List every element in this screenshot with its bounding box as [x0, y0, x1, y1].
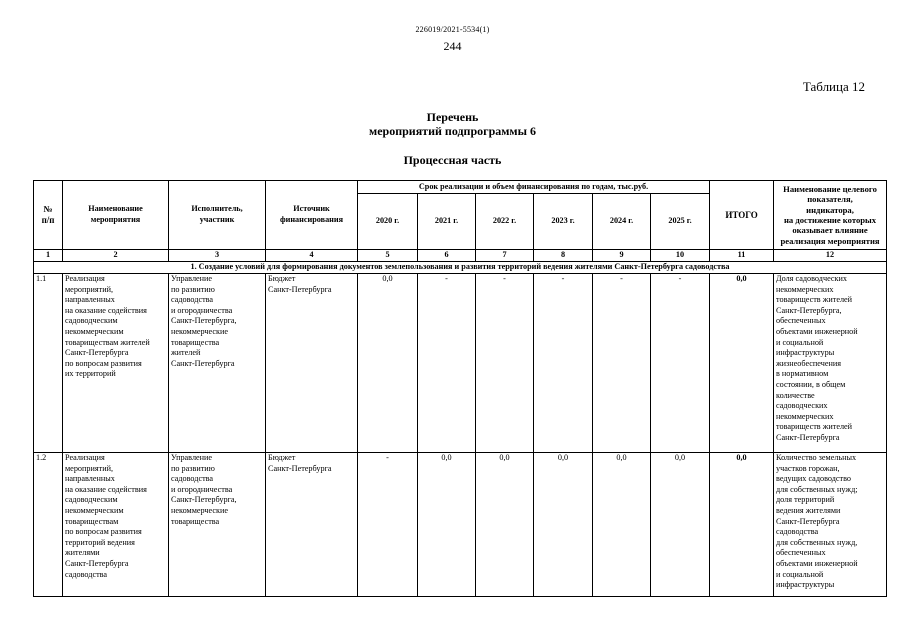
header-total: ИТОГО [710, 181, 774, 250]
row-value-2024: 0,0 [593, 453, 651, 597]
column-index-row [34, 250, 887, 262]
row-value-2022: - [476, 274, 534, 453]
row-value-2023: - [534, 274, 593, 453]
row-value-2020: - [358, 453, 418, 597]
column-index: 5 [358, 250, 418, 262]
header-executor: Исполнитель, участник [169, 181, 266, 250]
column-index: 6 [418, 250, 476, 262]
table-number: Таблица 12 [802, 79, 865, 94]
row-value-2021: 0,0 [418, 453, 476, 597]
header-year-2021: 2021 г. [418, 194, 476, 250]
column-index: 4 [266, 250, 358, 262]
row-total: 0,0 [710, 453, 774, 597]
header-year-2023: 2023 г. [534, 194, 593, 250]
header-indicator: Наименование целевого показателя, индикатора, на достижение которых оказывает влияние реализация мероприятия [774, 181, 887, 250]
page-number: 244 [443, 39, 462, 53]
row-num: 1.1 [34, 274, 63, 453]
column-index: 8 [534, 250, 593, 262]
table-row [34, 453, 887, 597]
header-year-2025: 2025 г. [651, 194, 710, 250]
column-index: 12 [774, 250, 887, 262]
section-subtitle: Процессная часть [403, 153, 502, 167]
header-name: Наименование мероприятия [63, 181, 169, 250]
header-source: Источник финансирования [266, 181, 358, 250]
column-index: 1 [34, 250, 63, 262]
column-index: 3 [169, 250, 266, 262]
row-total: 0,0 [710, 274, 774, 453]
row-indicator: Количество земельных участков горожан, ведущих садоводство для собственных нужд; доля территорий ведения жителями Санкт-Петербурга садоводства для собственных нужд, обеспеченных объектами инженерной и социальной инфраструктуры [774, 453, 887, 597]
row-value-2022: 0,0 [476, 453, 534, 597]
row-executor: Управление по развитию садоводства и огородничества Санкт-Петербурга, некоммерческие товарищества [169, 453, 266, 597]
column-index: 9 [593, 250, 651, 262]
document-title: Перечень [426, 110, 479, 124]
row-value-2025: 0,0 [651, 453, 710, 597]
row-value-2020: 0,0 [358, 274, 418, 453]
row-value-2024: - [593, 274, 651, 453]
row-source: Бюджет Санкт-Петербурга [266, 453, 358, 597]
measures-table [33, 180, 887, 597]
row-value-2025: - [651, 274, 710, 453]
column-index: 2 [63, 250, 169, 262]
row-measure-name: Реализация мероприятий, направленных на оказание содействия садоводческим некоммерческим товариществам по вопросам развития территорий ведения жителями Санкт-Петербурга садоводства [63, 453, 169, 597]
header-period-group: Срок реализации и объем финансирования по годам, тыс.руб. [358, 181, 710, 194]
row-source: Бюджет Санкт-Петербурга [266, 274, 358, 453]
column-index: 10 [651, 250, 710, 262]
document-title-line2: мероприятий подпрограммы 6 [369, 124, 536, 138]
header-num: № п/п [34, 181, 63, 250]
section-heading: 1. Создание условий для формирования документов землепользования и развития территорий ведения жителями Санкт-Петербурга садоводства [34, 262, 887, 274]
table-row [34, 274, 887, 453]
row-num: 1.2 [34, 453, 63, 597]
row-value-2021: - [418, 274, 476, 453]
row-measure-name: Реализация мероприятий, направленных на оказание содействия садоводческим некоммерческим товариществам жителей Санкт-Петербурга по вопросам развития их территорий [63, 274, 169, 453]
column-index: 11 [710, 250, 774, 262]
header-year-2022: 2022 г. [476, 194, 534, 250]
header-year-2020: 2020 г. [358, 194, 418, 250]
document-id: 226019/2021-5534(1) [415, 25, 490, 34]
row-executor: Управление по развитию садоводства и огородничества Санкт-Петербурга, некоммерческие товарищества жителей Санкт-Петербурга [169, 274, 266, 453]
header-year-2024: 2024 г. [593, 194, 651, 250]
row-value-2023: 0,0 [534, 453, 593, 597]
row-indicator: Доля садоводческих некоммерческих товариществ жителей Санкт-Петербурга, обеспеченных объектами инженерной и социальной инфраструктуры жизнеобеспечения в нормативном состоянии, в общем количестве садоводческих некоммерческих товариществ жителей Санкт-Петербурга [774, 274, 887, 453]
column-index: 7 [476, 250, 534, 262]
